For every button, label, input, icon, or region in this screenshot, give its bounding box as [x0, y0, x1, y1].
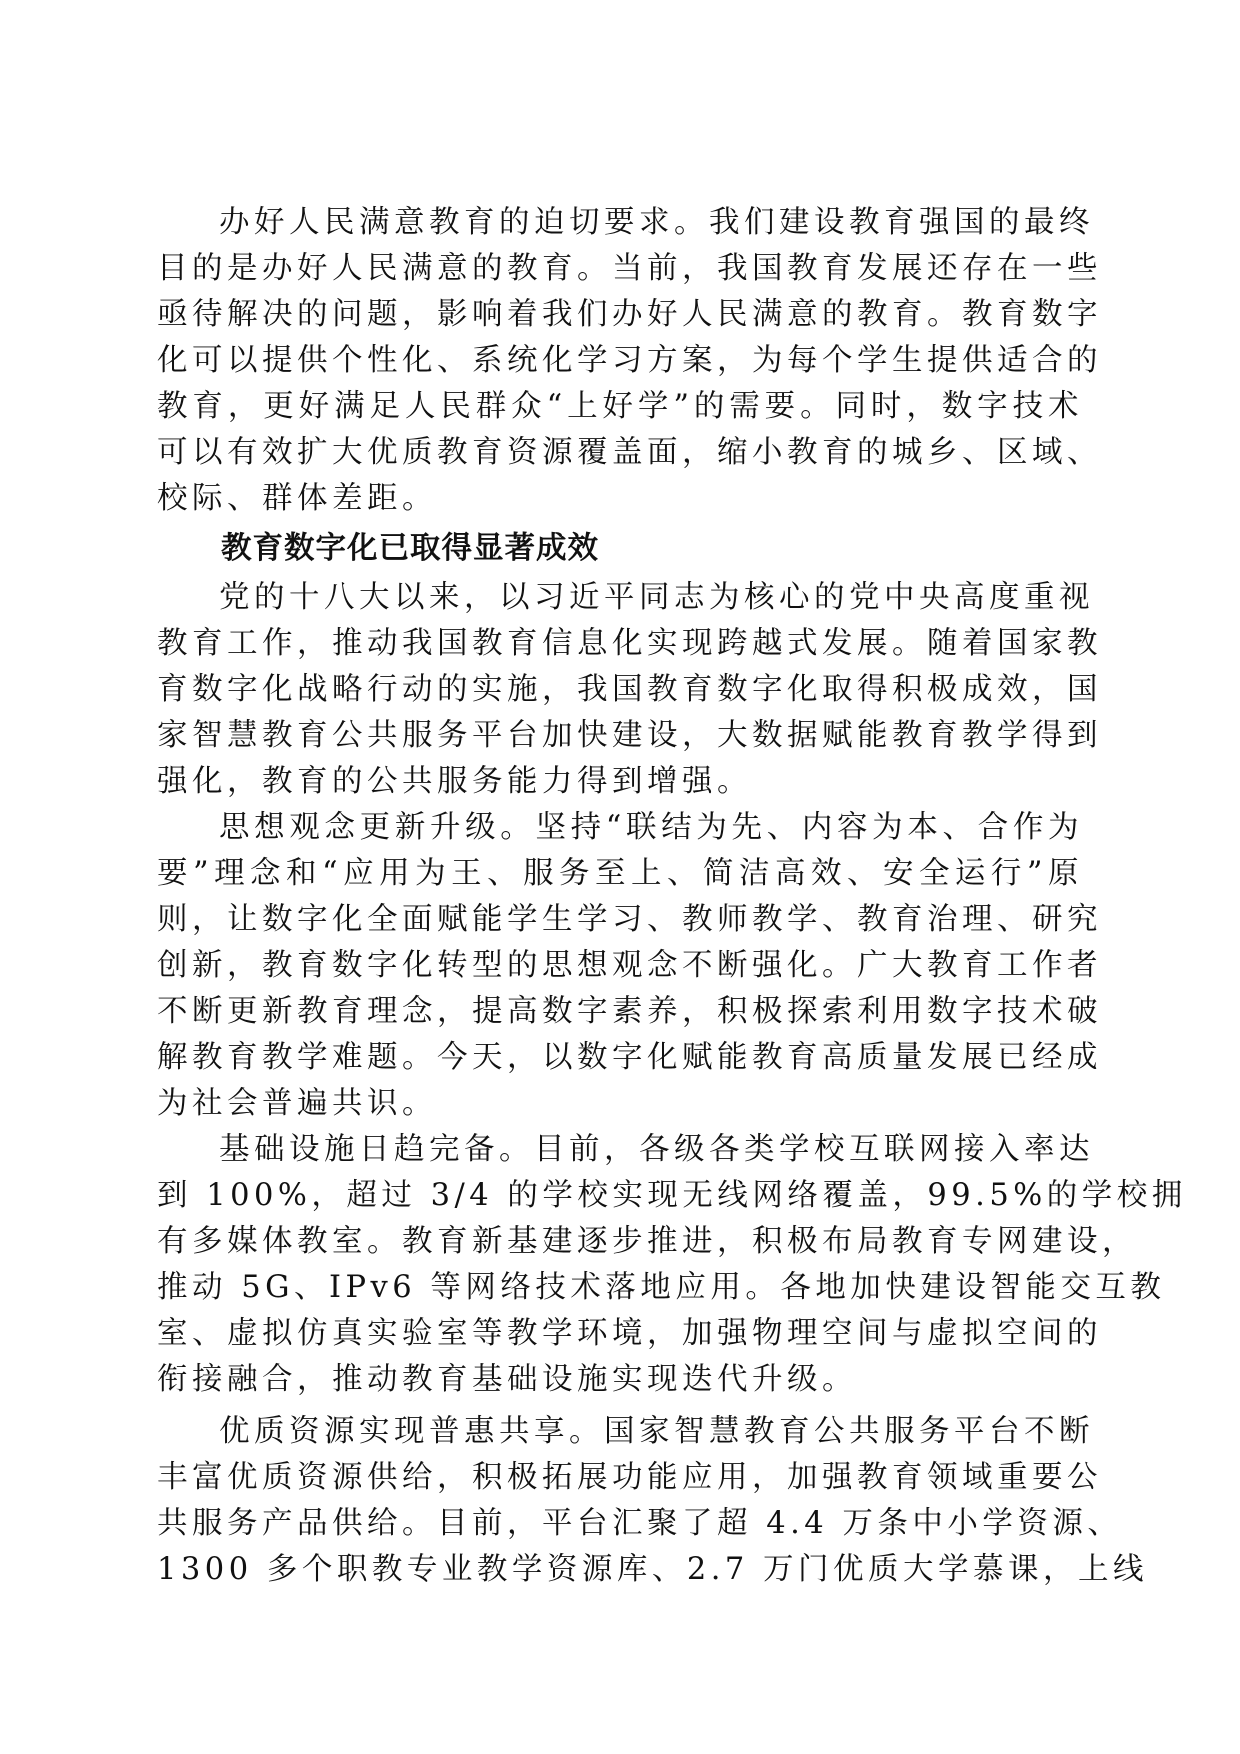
text-line: 目的是办好人民满意的教育。当前，我国教育发展还存在一些 — [157, 251, 1102, 286]
text-line: 强化，教育的公共服务能力得到增强。 — [157, 764, 752, 799]
text-line: 有多媒体教室。教育新基建逐步推进，积极布局教育专网建设， — [157, 1224, 1137, 1259]
text-line: 要”理念和“应用为王、服务至上、简洁高效、安全运行”原 — [157, 856, 1083, 891]
text-line: 化可以提供个性化、系统化学习方案，为每个学生提供适合的 — [157, 343, 1102, 378]
text-line: 亟待解决的问题，影响着我们办好人民满意的教育。教育数字 — [157, 297, 1102, 332]
text-line: 家智慧教育公共服务平台加快建设，大数据赋能教育教学得到 — [157, 718, 1102, 753]
text-line: 教育工作，推动我国教育信息化实现跨越式发展。随着国家教 — [157, 626, 1102, 661]
text-line: 则，让数字化全面赋能学生学习、教师教学、教育治理、研究 — [157, 902, 1102, 937]
text-line: 校际、群体差距。 — [157, 481, 437, 516]
text-line: 创新，教育数字化转型的思想观念不断强化。广大教育工作者 — [157, 948, 1102, 983]
text-line: 为社会普遍共识。 — [157, 1086, 437, 1121]
paragraph-achievements — [157, 575, 1102, 805]
paragraph-mindset — [157, 805, 1102, 1127]
paragraph-intro — [157, 200, 1102, 522]
text-line: 衔接融合，推动教育基础设施实现迭代升级。 — [157, 1362, 857, 1397]
text-line: 室、虚拟仿真实验室等教学环境，加强物理空间与虚拟空间的 — [157, 1316, 1102, 1351]
text-line: 到 100%，超过 3/4 的学校实现无线网络覆盖，99.5%的学校拥 — [157, 1178, 1187, 1213]
text-line: 共服务产品供给。目前，平台汇聚了超 4.4 万条中小学资源、 — [157, 1506, 1123, 1541]
paragraph-infrastructure — [157, 1127, 1187, 1403]
paragraph-resources — [157, 1409, 1149, 1593]
section-heading: 教育数字化已取得显著成效 — [221, 531, 599, 566]
text-line: 育数字化战略行动的实施，我国教育数字化取得积极成效，国 — [157, 672, 1102, 707]
text-line: 办好人民满意教育的迫切要求。我们建设教育强国的最终 — [219, 205, 1094, 240]
document-page — [157, 200, 1187, 1593]
text-line: 1300 多个职教专业教学资源库、2.7 万门优质大学慕课，上线 — [157, 1552, 1149, 1587]
text-line: 可以有效扩大优质教育资源覆盖面，缩小教育的城乡、区域、 — [157, 435, 1102, 470]
text-line: 教育，更好满足人民群众“上好学”的需要。同时，数字技术 — [157, 389, 1083, 424]
text-line: 推动 5G、IPv6 等网络技术落地应用。各地加快建设智能交互教 — [157, 1270, 1166, 1305]
text-line: 丰富优质资源供给，积极拓展功能应用，加强教育领域重要公 — [157, 1460, 1102, 1495]
text-line: 党的十八大以来，以习近平同志为核心的党中央高度重视 — [219, 580, 1094, 615]
text-line: 解教育教学难题。今天，以数字化赋能教育高质量发展已经成 — [157, 1040, 1102, 1075]
text-line: 基础设施日趋完备。目前，各级各类学校互联网接入率达 — [219, 1132, 1094, 1167]
text-line: 不断更新教育理念，提高数字素养，积极探索利用数字技术破 — [157, 994, 1102, 1029]
text-line: 优质资源实现普惠共享。国家智慧教育公共服务平台不断 — [219, 1414, 1094, 1449]
text-line: 思想观念更新升级。坚持“联结为先、内容为本、合作为 — [219, 810, 1083, 845]
